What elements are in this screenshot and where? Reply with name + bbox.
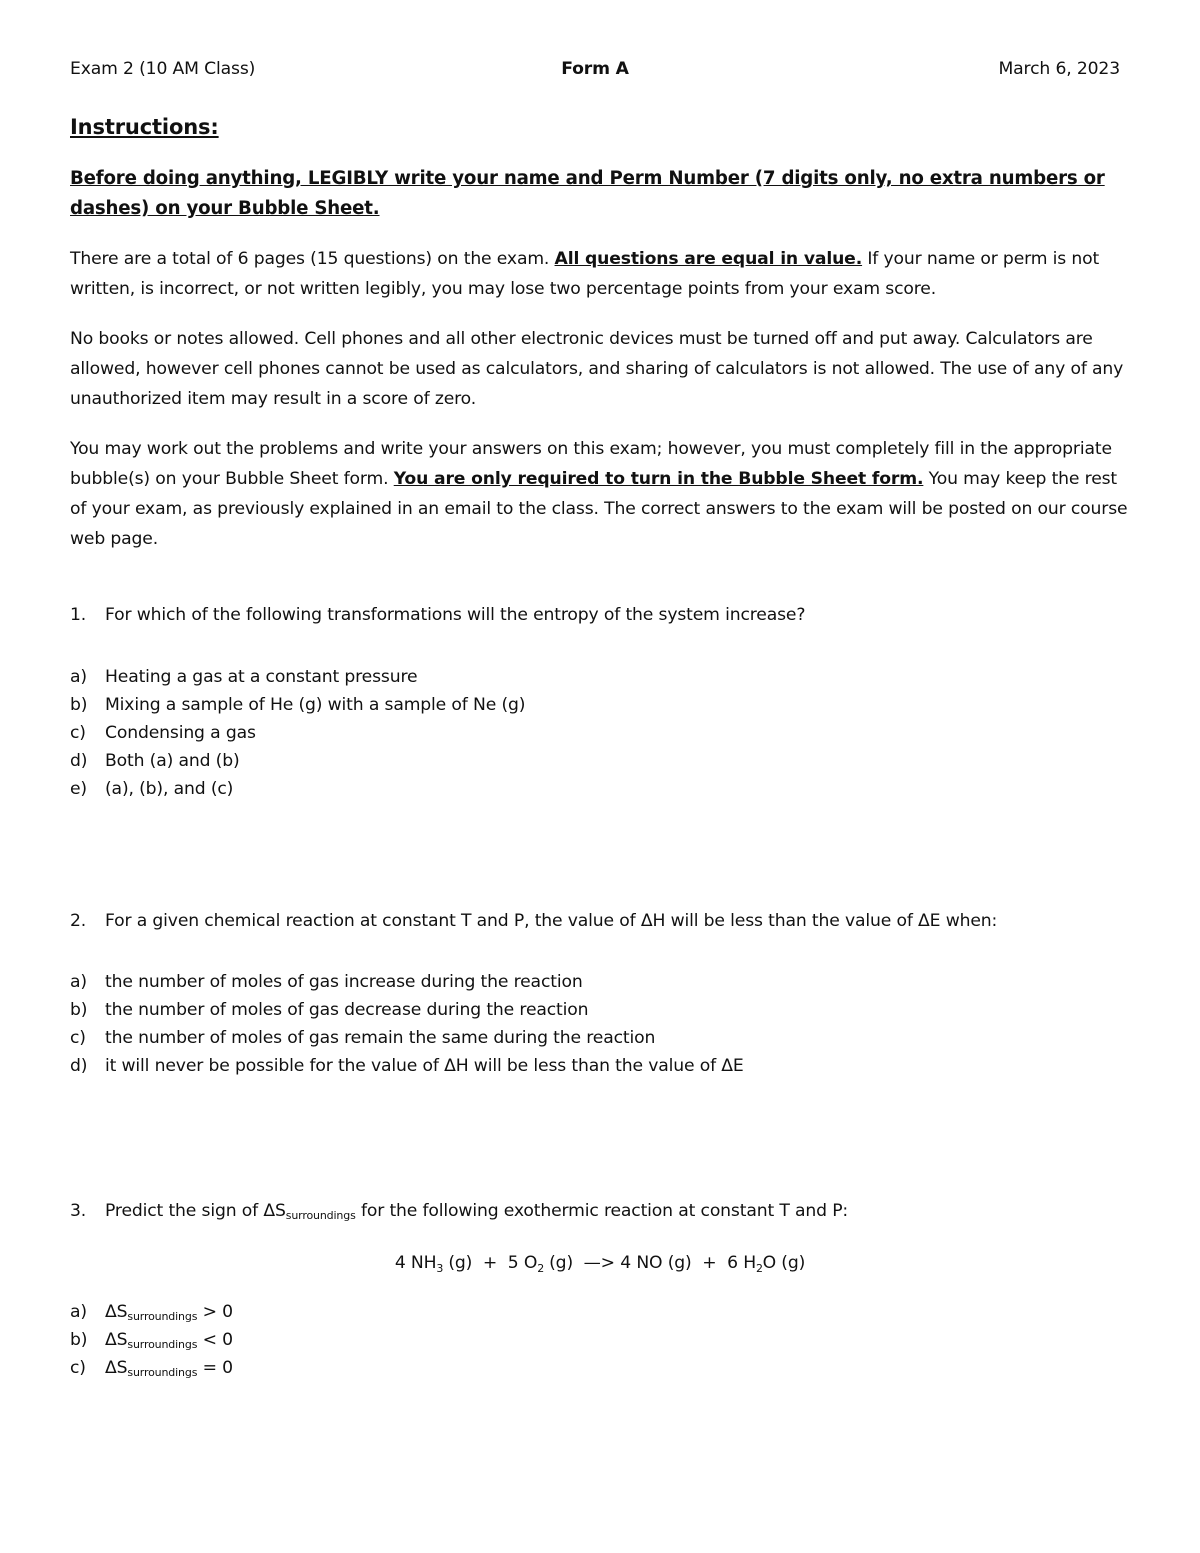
equation-part: O (g)	[762, 1253, 806, 1273]
paragraph-text: You may work out the problems and write your answers on this exam; however, you must completely fill in the appropriate bubble(s) on your Bubble Sheet form.	[70, 439, 1112, 489]
question-text	[105, 1196, 848, 1231]
option-base: ΔS	[105, 1330, 128, 1350]
answer-option	[70, 1354, 1070, 1382]
option-letter: b)	[70, 1000, 88, 1020]
subscript: 2	[755, 1262, 763, 1275]
option-rest: > 0	[197, 1302, 233, 1322]
paragraph-emphasis: All questions are equal in value.	[554, 249, 863, 269]
option-text: it will never be possible for the value of ΔH will be less than the value of ΔE	[105, 1056, 744, 1076]
option-letter: c)	[70, 1358, 86, 1378]
answer-option	[70, 1326, 1070, 1354]
subscript: surroundings	[127, 1310, 198, 1323]
answer-option	[70, 663, 1070, 691]
answer-option	[70, 968, 1070, 996]
option-base: ΔS	[105, 1358, 128, 1378]
option-letter: a)	[70, 667, 87, 687]
instructions-paragraph-1	[70, 244, 1136, 304]
answer-option	[70, 1052, 1070, 1080]
option-letter: b)	[70, 695, 88, 715]
question-1-options	[70, 663, 1070, 803]
option-text	[105, 1354, 233, 1387]
question-3-options	[70, 1298, 1070, 1382]
option-letter: b)	[70, 1330, 88, 1350]
option-letter: e)	[70, 779, 87, 799]
question-2-options	[70, 968, 1070, 1080]
paragraph-emphasis: You are only required to turn in the Bubble Sheet form.	[393, 469, 924, 489]
subscript: surroundings	[285, 1209, 356, 1222]
question-number: 3.	[70, 1201, 87, 1221]
form-label: Form A	[561, 59, 629, 79]
option-text: Condensing a gas	[105, 723, 256, 743]
option-letter: a)	[70, 972, 87, 992]
answer-option	[70, 996, 1070, 1024]
option-base: ΔS	[105, 1302, 128, 1322]
answer-option	[70, 1298, 1070, 1326]
answer-option	[70, 1024, 1070, 1052]
option-text: (a), (b), and (c)	[105, 779, 234, 799]
option-text: Both (a) and (b)	[105, 751, 240, 771]
question-text: For which of the following transformations will the entropy of the system increase?	[105, 605, 806, 625]
exam-date: March 6, 2023	[998, 59, 1120, 79]
option-letter: a)	[70, 1302, 87, 1322]
option-text: Heating a gas at a constant pressure	[105, 667, 418, 687]
question-text: For a given chemical reaction at constant T and P, the value of ΔH will be less than the value of ΔE when:	[105, 911, 998, 931]
equation-part: 4 NH	[394, 1253, 437, 1273]
page-header	[70, 54, 1120, 84]
paragraph-text: If your name or perm is not written, is incorrect, or not written legibly, you may lose two percentage points from your exam score.	[70, 249, 1100, 299]
subscript: 3	[436, 1262, 444, 1275]
option-letter: c)	[70, 723, 86, 743]
option-text: the number of moles of gas increase during the reaction	[105, 972, 583, 992]
chemical-equation	[0, 1248, 1200, 1284]
equation-part: (g) —> 4 NO (g) + 6 H	[543, 1253, 756, 1273]
subscript: surroundings	[127, 1338, 198, 1351]
subscript: surroundings	[127, 1366, 198, 1379]
answer-option	[70, 719, 1070, 747]
option-text: the number of moles of gas decrease during the reaction	[105, 1000, 589, 1020]
answer-option	[70, 691, 1070, 719]
option-rest: < 0	[197, 1330, 233, 1350]
instructions-title: Instructions:	[70, 115, 219, 139]
subscript: 2	[537, 1262, 544, 1275]
question-number: 1.	[70, 605, 87, 625]
option-text: Mixing a sample of He (g) with a sample of Ne (g)	[105, 695, 526, 715]
option-letter: d)	[70, 1056, 88, 1076]
option-letter: d)	[70, 751, 88, 771]
option-letter: c)	[70, 1028, 86, 1048]
paragraph-text: You may keep the rest of your exam, as previously explained in an email to the class. The correct answers to the exam will be posted on our course web page.	[70, 469, 1128, 549]
answer-option	[70, 747, 1070, 775]
instructions-paragraph-2: No books or notes allowed. Cell phones and all other electronic devices must be turned off and put away. Calculators are allowed, however cell phones cannot be used as calculators, and sharing of calculators is not allowed. The use of any of any unauthorized item may result in a score of zero.	[70, 329, 1124, 409]
instructions-paragraph-3	[70, 434, 1136, 554]
equation-part: (g) + 5 O	[443, 1253, 538, 1273]
question-number: 2.	[70, 911, 87, 931]
instructions-warning: Before doing anything, LEGIBLY write your name and Perm Number (7 digits only, no extra numbers or dashes) on your Bubble Sheet.	[70, 168, 1105, 219]
exam-name: Exam 2 (10 AM Class)	[70, 59, 256, 79]
paragraph-text: There are a total of 6 pages (15 questions) on the exam.	[70, 249, 555, 269]
option-rest: = 0	[197, 1358, 233, 1378]
option-text: the number of moles of gas remain the same during the reaction	[105, 1028, 656, 1048]
question-text-part: for the following exothermic reaction at constant T and P:	[355, 1201, 849, 1221]
answer-option	[70, 775, 1070, 803]
question-text-part: Predict the sign of ΔS	[105, 1201, 286, 1221]
